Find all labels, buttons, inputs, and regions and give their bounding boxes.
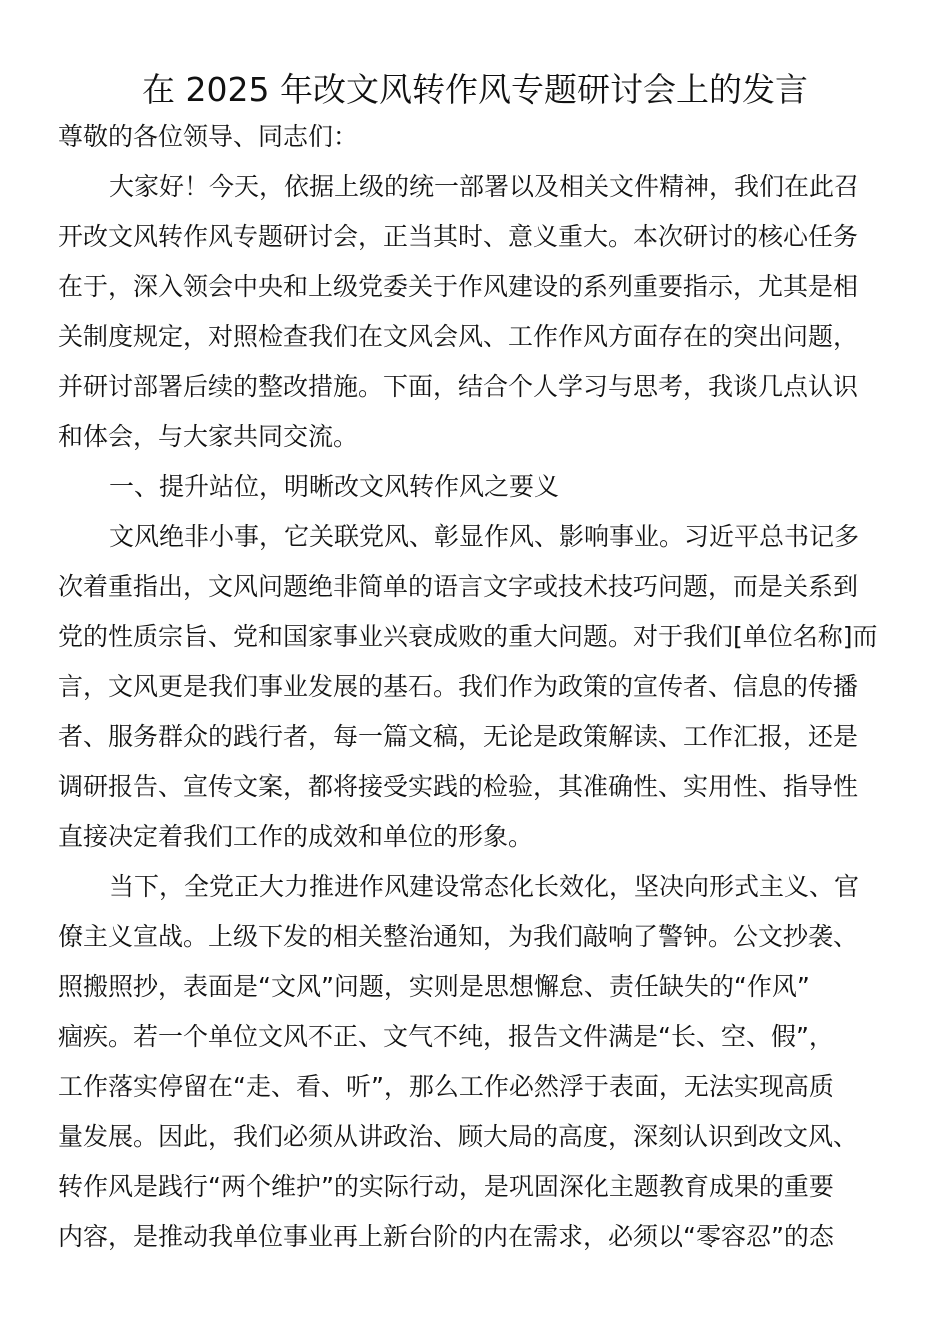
text-line: 直接决定着我们工作的成效和单位的形象。 — [58, 822, 534, 851]
text-line: 次着重指出，文风问题绝非简单的语言文字或技术技巧问题，而是关系到 — [58, 572, 859, 601]
paragraph — [58, 862, 898, 1262]
text-line: 照搬照抄，表面是“文风”问题，实则是思想懈怠、责任缺失的“作风” — [58, 972, 810, 1001]
section-heading — [58, 462, 898, 512]
document-title: 在 2025 年改文风转作风专题研讨会上的发言 — [142, 70, 808, 109]
text-line: 者、服务群众的践行者，每一篇文稿，无论是政策解读、工作汇报，还是 — [58, 722, 859, 751]
text-line: 僚主义宣战。上级下发的相关整治通知，为我们敲响了警钟。公文抄袭、 — [58, 922, 859, 951]
text-line: 一、提升站位，明晰改文风转作风之要义 — [109, 472, 560, 501]
text-line: 量发展。因此，我们必须从讲政治、顾大局的高度，深刻认识到改文风、 — [58, 1122, 859, 1151]
document-body — [58, 112, 898, 1262]
paragraphs — [58, 162, 898, 1262]
text-line: 大家好！今天，依据上级的统一部署以及相关文件精神，我们在此召 — [109, 172, 860, 201]
text-line: 工作落实停留在“走、看、听”，那么工作必然浮于表面，无法实现高质 — [58, 1072, 834, 1101]
text-line: 在于，深入领会中央和上级党委关于作风建设的系列重要指示，尤其是相 — [58, 272, 859, 301]
text-line: 并研讨部署后续的整改措施。下面，结合个人学习与思考，我谈几点认识 — [58, 372, 859, 401]
text-line: 和体会，与大家共同交流。 — [58, 422, 359, 451]
text-line: 痼疾。若一个单位文风不正、文气不纯，报告文件满是“长、空、假”， — [58, 1022, 834, 1051]
text-line: 关制度规定，对照检查我们在文风会风、工作作风方面存在的突出问题， — [58, 322, 859, 351]
text-line: 开改文风转作风专题研讨会，正当其时、意义重大。本次研讨的核心任务 — [58, 222, 859, 251]
text-line: 文风绝非小事，它关联党风、彰显作风、影响事业。习近平总书记多 — [109, 522, 860, 551]
greeting: 尊敬的各位领导、同志们： — [58, 122, 359, 151]
text-line: 转作风是践行“两个维护”的实际行动，是巩固深化主题教育成果的重要 — [58, 1172, 834, 1201]
paragraph — [58, 512, 898, 862]
text-line: 言，文风更是我们事业发展的基石。我们作为政策的宣传者、信息的传播 — [58, 672, 859, 701]
text-line: 内容，是推动我单位事业再上新台阶的内在需求，必须以“零容忍”的态 — [58, 1222, 834, 1251]
text-line: 调研报告、宣传文案，都将接受实践的检验，其准确性、实用性、指导性 — [58, 772, 859, 801]
text-line: 当下，全党正大力推进作风建设常态化长效化，坚决向形式主义、官 — [109, 872, 860, 901]
paragraph — [58, 162, 898, 462]
text-line: 党的性质宗旨、党和国家事业兴衰成败的重大问题。对于我们[单位名称]而 — [58, 622, 878, 651]
